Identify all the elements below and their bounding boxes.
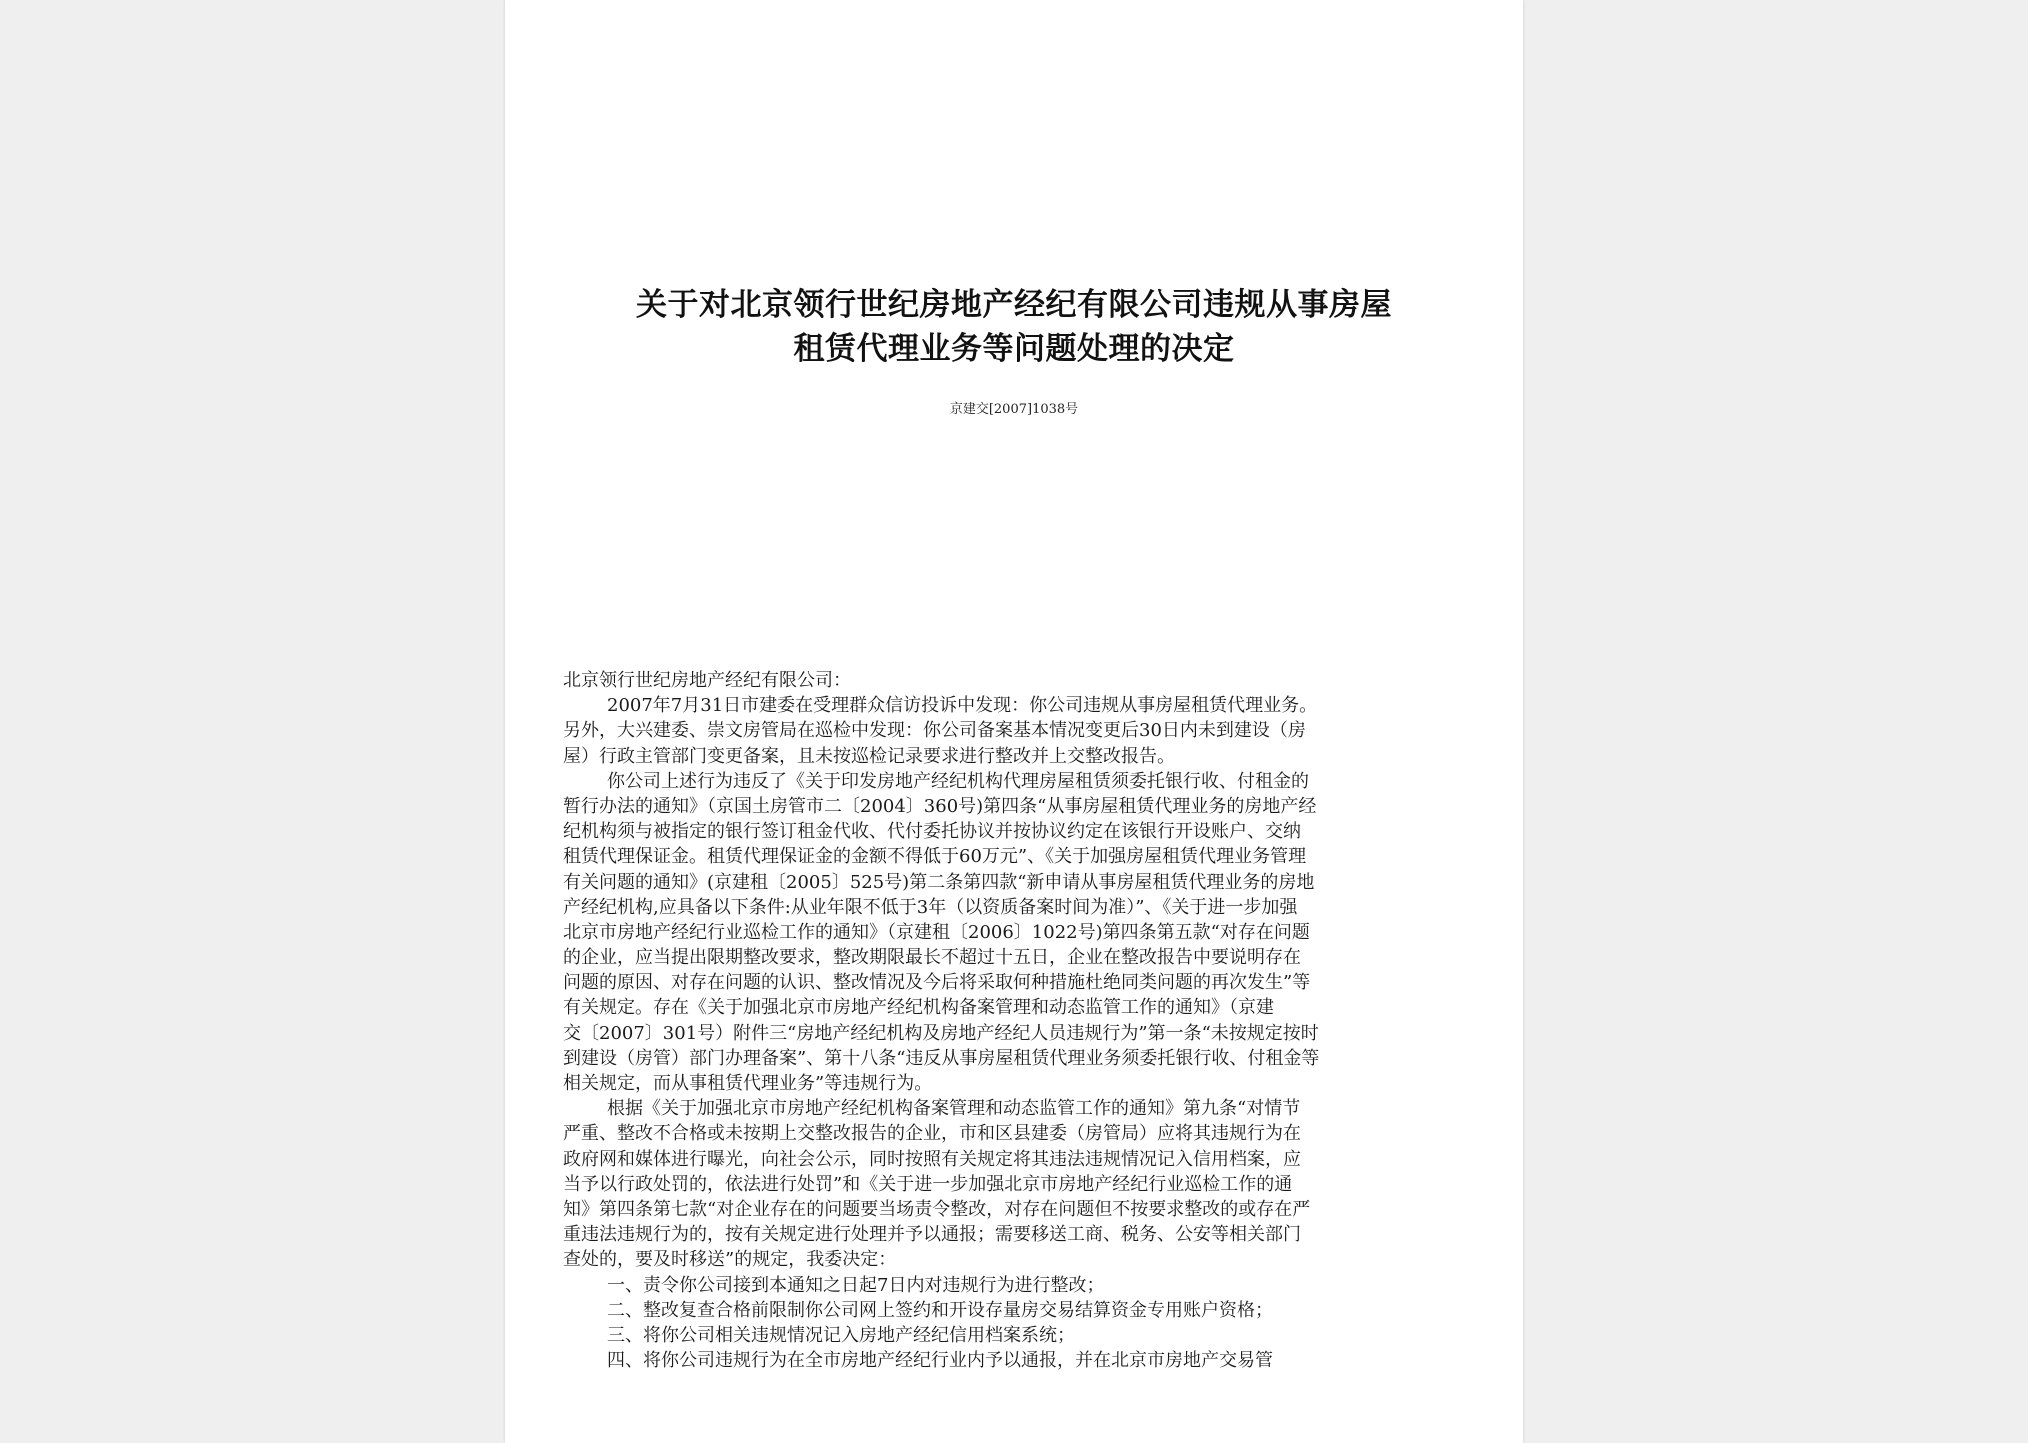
body-line: 一、责令你公司接到本通知之日起7日内对违规行为进行整改； (607, 1274, 1105, 1296)
body-line: 当予以行政处罚的，依法进行处罚”和《关于进一步加强北京市房地产经纪行业巡检工作的通 (563, 1173, 1293, 1195)
title-line: 租赁代理业务等问题处理的决定 (793, 331, 1235, 367)
body-line: 北京领行世纪房地产经纪有限公司： (563, 670, 851, 691)
document-page (505, 0, 1523, 1443)
body-line: 屋）行政主管部门变更备案，且未按巡检记录要求进行整改并上交整改报告。 (563, 745, 1175, 767)
body-line: 重违法违规行为的，按有关规定进行处理并予以通报；需要移送工商、税务、公安等相关部门 (563, 1224, 1301, 1246)
body-line: 纪机构须与被指定的银行签订租金代收、代付委托协议并按协议约定在该银行开设账户、交纳 (563, 821, 1301, 843)
body-line: 相关规定，而从事租赁代理业务”等违规行为。 (563, 1073, 933, 1094)
body-line: 你公司上述行为违反了《关于印发房地产经纪机构代理房屋租赁须委托银行收、付租金的 (607, 770, 1309, 792)
body-line: 知》第四条第七款“对企业存在的问题要当场责令整改，对存在问题但不按要求整改的或存在严 (563, 1198, 1311, 1220)
body-line: 严重、整改不合格或未按期上交整改报告的企业，市和区县建委（房管局）应将其违规行为在 (563, 1123, 1301, 1145)
body-line: 北京市房地产经纪行业巡检工作的通知》（京建租〔2006〕1022号)第四条第五款“对存在问题 (563, 921, 1310, 943)
body-line: 暂行办法的通知》（京国土房管市二〔2004〕360号)第四条“从事房屋租赁代理业务的房地产经 (563, 795, 1317, 817)
body-line: 问题的原因、对存在问题的认识、整改情况及今后将采取何种措施杜绝同类问题的再次发生”等 (563, 972, 1311, 994)
document-title (545, 283, 1483, 371)
body-line: 的企业，应当提出限期整改要求，整改期限最长不超过十五日，企业在整改报告中要说明存在 (563, 947, 1301, 969)
title-line: 关于对北京领行世纪房地产经纪有限公司违规从事房屋 (636, 287, 1392, 323)
body-line: 二、整改复查合格前限制你公司网上签约和开设存量房交易结算资金专用账户资格； (607, 1299, 1273, 1321)
body-line: 到建设（房管）部门办理备案”、第十八条“违反从事房屋租赁代理业务须委托银行收、付租金等 (563, 1047, 1320, 1069)
body-line: 交〔2007〕301号）附件三“房地产经纪机构及房地产经纪人员违规行为”第一条“未按规定按时 (563, 1022, 1319, 1044)
body-line: 三、将你公司相关违规情况记入房地产经纪信用档案系统； (607, 1324, 1075, 1346)
body-line: 查处的，要及时移送”的规定，我委决定： (563, 1249, 897, 1271)
body-line: 有关规定。存在《关于加强北京市房地产经纪机构备案管理和动态监管工作的通知》（京建 (563, 997, 1274, 1019)
body-line: 2007年7月31日市建委在受理群众信访投诉中发现：你公司违规从事房屋租赁代理业务。 (607, 695, 1318, 717)
body-line: 产经纪机构,应具备以下条件:从业年限不低于3年（以资质备案时间为准）”、《关于进一步加强 (563, 896, 1298, 918)
document-number: 京建交[2007]1038号 (949, 402, 1079, 417)
document-body (563, 668, 1475, 1373)
body-line: 租赁代理保证金。租赁代理保证金的金额不得低于60万元”、《关于加强房屋租赁代理业务管理 (563, 846, 1307, 868)
body-line: 有关问题的通知》(京建租〔2005〕525号)第二条第四款“新申请从事房屋租赁代理业务的房地 (563, 871, 1315, 893)
body-line: 政府网和媒体进行曝光，向社会公示，同时按照有关规定将其违法违规情况记入信用档案，应 (563, 1148, 1301, 1170)
body-line: 另外，大兴建委、崇文房管局在巡检中发现：你公司备案基本情况变更后30日内未到建设（房 (563, 720, 1306, 742)
body-line: 根据《关于加强北京市房地产经纪机构备案管理和动态监管工作的通知》第九条“对情节 (607, 1098, 1301, 1120)
body-line: 四、将你公司违规行为在全市房地产经纪行业内予以通报，并在北京市房地产交易管 (607, 1350, 1273, 1372)
